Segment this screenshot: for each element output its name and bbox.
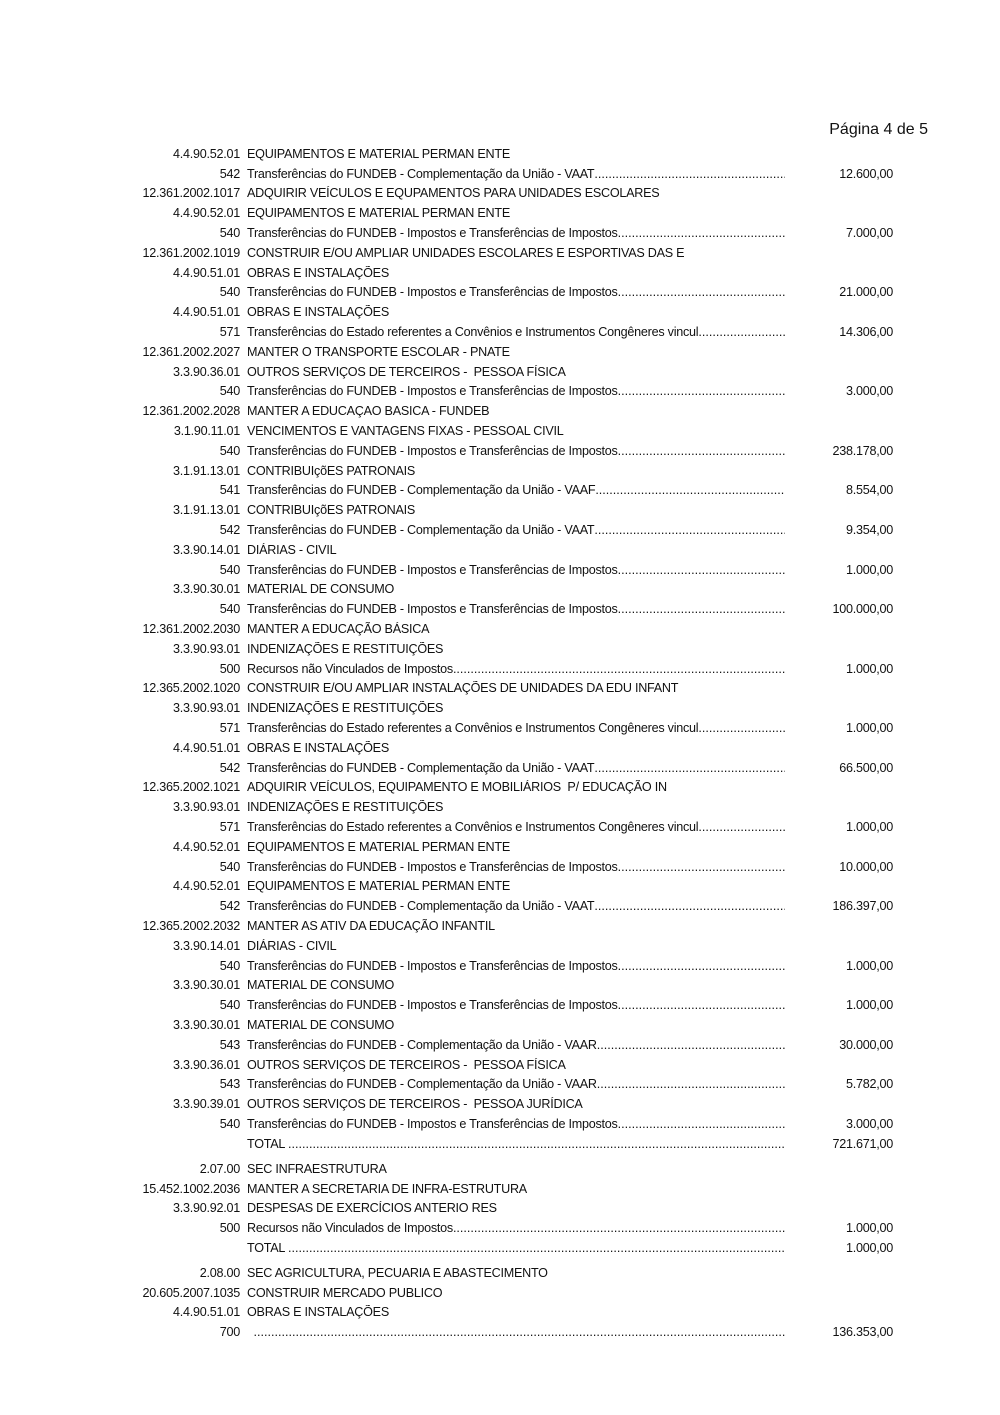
dot-leader — [254, 1325, 786, 1339]
row-body — [247, 899, 785, 913]
row-body — [247, 860, 785, 874]
row-code: 540 — [219, 562, 240, 577]
row-description: CONTRIBUIçõES PATRONAIS — [247, 503, 416, 518]
row-code: 12.361.2002.2027 — [142, 344, 240, 359]
row-body — [247, 1117, 785, 1131]
table-row-detail — [0, 995, 1000, 1015]
row-body — [247, 404, 785, 418]
row-body — [247, 1162, 785, 1176]
row-code: 4.4.90.52.01 — [172, 879, 240, 894]
row-code: 543 — [219, 1037, 240, 1052]
row-code: 541 — [219, 483, 240, 498]
row-description: INDENIZAÇÕES E RESTITUIÇÕES — [247, 800, 444, 815]
row-body — [247, 1201, 785, 1215]
dot-leader — [618, 226, 785, 240]
row-body — [247, 1182, 785, 1196]
row-body — [247, 761, 785, 775]
table-row-heading — [0, 1179, 1000, 1199]
row-description: INDENIZAÇÕES E RESTITUIÇÕES — [247, 701, 444, 716]
row-code: 3.3.90.30.01 — [172, 1017, 240, 1032]
table-row-heading — [0, 1159, 1000, 1179]
row-amount: 7.000,00 — [845, 226, 893, 241]
row-body — [247, 840, 785, 854]
row-body — [247, 820, 785, 834]
table-row-heading — [0, 203, 1000, 223]
row-description: Transferências do FUNDEB - Impostos e Transferências de Impostos — [247, 602, 618, 617]
row-code: 12.361.2002.2028 — [142, 404, 240, 419]
dot-leader — [618, 444, 785, 458]
row-code: 12.361.2002.2030 — [142, 622, 240, 637]
row-amount: 12.600,00 — [839, 166, 893, 181]
table-row-detail — [0, 223, 1000, 243]
row-body — [247, 602, 785, 616]
row-amount: 1.000,00 — [845, 661, 893, 676]
budget-table — [0, 144, 1000, 1342]
row-code: 3.1.91.13.01 — [172, 503, 240, 518]
row-description: EQUIPAMENTOS E MATERIAL PERMAN ENTE — [247, 206, 510, 221]
table-row-detail — [0, 481, 1000, 501]
row-body — [247, 365, 785, 379]
row-description: CONSTRUIR E/OU AMPLIAR UNIDADES ESCOLARES E ESPORTIVAS DAS E — [247, 245, 685, 260]
row-code: 3.1.90.11.01 — [173, 424, 240, 439]
row-code: 3.3.90.36.01 — [172, 1057, 240, 1072]
row-code: 12.365.2002.1021 — [142, 780, 240, 795]
row-code: 540 — [219, 998, 240, 1013]
table-row-heading — [0, 1055, 1000, 1075]
row-description: Transferências do Estado referentes a Convênios e Instrumentos Congêneres vincul — [247, 819, 699, 834]
row-description: Recursos não Vinculados de Impostos — [247, 661, 453, 676]
row-body — [247, 1241, 785, 1255]
row-body — [247, 1266, 785, 1280]
table-row-detail — [0, 1218, 1000, 1238]
row-body — [247, 1325, 785, 1339]
row-body — [247, 800, 785, 814]
row-description: MANTER A EDUCAÇAO BASICA - FUNDEB — [247, 404, 490, 419]
row-amount: 1.000,00 — [845, 721, 893, 735]
dot-leader — [453, 662, 785, 676]
row-code: 4.4.90.52.01 — [172, 146, 240, 161]
row-body — [247, 424, 785, 438]
row-body — [247, 721, 785, 735]
row-description: Transferências do FUNDEB - Impostos e Transferências de Impostos — [247, 958, 618, 973]
row-body — [247, 444, 785, 458]
row-body — [247, 919, 785, 933]
dot-leader — [618, 384, 785, 398]
row-description: Transferências do FUNDEB - Complementação da União - VAAF — [247, 483, 596, 498]
row-code: 571 — [219, 325, 240, 340]
table-row-heading — [0, 916, 1000, 936]
table-row-heading — [0, 1198, 1000, 1218]
table-row-heading — [0, 401, 1000, 421]
row-description: Transferências do FUNDEB - Complementação da União - VAAT — [247, 523, 595, 538]
table-row-detail — [0, 382, 1000, 402]
table-row-detail — [0, 718, 1000, 738]
dot-leader — [698, 721, 785, 735]
row-body — [247, 998, 785, 1012]
row-body — [247, 523, 785, 537]
table-row-heading — [0, 1263, 1000, 1283]
row-code: 15.452.1002.2036 — [142, 1181, 240, 1196]
row-description: Transferências do Estado referentes a Convênios e Instrumentos Congêneres vincul — [247, 325, 699, 340]
dot-leader — [597, 1077, 785, 1091]
table-row-heading — [0, 639, 1000, 659]
dot-leader — [594, 899, 785, 913]
row-description: ADQUIRIR VEÍCULOS, EQUIPAMENTO E MOBILIÁRIOS P/ EDUCAÇÃO IN — [247, 780, 667, 795]
row-description: CONTRIBUIçõES PATRONAIS — [247, 463, 416, 478]
row-body — [247, 563, 785, 577]
row-amount: 10.000,00 — [839, 859, 893, 874]
dot-leader — [597, 1038, 785, 1052]
row-body — [247, 939, 785, 953]
row-code: 540 — [219, 1116, 240, 1131]
row-body — [247, 1286, 785, 1300]
row-code: 571 — [219, 721, 240, 735]
table-row-detail — [0, 1074, 1000, 1094]
row-description: Transferências do FUNDEB - Impostos e Transferências de Impostos — [247, 443, 618, 458]
row-code: 3.3.90.36.01 — [172, 364, 240, 379]
row-amount: 1.000,00 — [845, 958, 893, 973]
row-amount: 30.000,00 — [839, 1037, 893, 1052]
row-code: 2.07.00 — [199, 1161, 240, 1176]
row-description: Transferências do FUNDEB - Complementação da União - VAAT — [247, 760, 595, 775]
table-row-heading — [0, 936, 1000, 956]
row-code: 12.365.2002.1020 — [142, 681, 240, 696]
row-body — [247, 1058, 785, 1072]
row-description: EQUIPAMENTOS E MATERIAL PERMAN ENTE — [247, 879, 510, 894]
row-code: 542 — [219, 899, 240, 914]
row-body — [247, 147, 785, 161]
table-row-detail — [0, 1114, 1000, 1134]
row-amount: 1.000,00 — [845, 819, 893, 834]
dot-leader — [618, 860, 785, 874]
table-row-detail — [0, 1134, 1000, 1154]
row-body — [247, 978, 785, 992]
row-amount: 136.353,00 — [832, 1325, 893, 1340]
dot-leader — [288, 1137, 785, 1151]
row-code: 543 — [219, 1077, 240, 1092]
row-description: Transferências do FUNDEB - Complementação da União - VAAR — [247, 1077, 597, 1092]
row-body — [247, 1137, 785, 1151]
page-number: Página 4 de 5 — [829, 121, 928, 138]
row-body — [247, 1097, 785, 1111]
table-row-heading — [0, 243, 1000, 263]
row-amount: 3.000,00 — [845, 384, 893, 399]
row-code: 3.3.90.39.01 — [172, 1097, 240, 1112]
row-amount: 14.306,00 — [839, 325, 893, 340]
row-description: Transferências do FUNDEB - Impostos e Transferências de Impostos — [247, 384, 618, 399]
row-code: 3.3.90.14.01 — [172, 938, 240, 953]
table-row-heading — [0, 540, 1000, 560]
row-amount: 8.554,00 — [845, 483, 893, 498]
row-code: 540 — [219, 859, 240, 874]
table-row-detail — [0, 164, 1000, 184]
row-body — [247, 186, 785, 200]
row-code: 542 — [219, 523, 240, 538]
row-body — [247, 543, 785, 557]
dot-leader — [618, 959, 785, 973]
row-amount: 186.397,00 — [832, 899, 893, 914]
row-code: 540 — [219, 226, 240, 241]
table-row-detail — [0, 857, 1000, 877]
table-row-detail — [0, 560, 1000, 580]
table-row-heading — [0, 184, 1000, 204]
table-row-detail — [0, 896, 1000, 916]
dot-leader — [618, 1117, 785, 1131]
row-body — [247, 384, 785, 398]
row-description: OUTROS SERVIÇOS DE TERCEIROS - PESSOA FÍSICA — [247, 1057, 566, 1072]
row-body — [247, 206, 785, 220]
dot-leader — [594, 167, 785, 181]
row-code: 3.3.90.93.01 — [172, 701, 240, 716]
table-row-detail — [0, 1322, 1000, 1342]
row-description: MANTER AS ATIV DA EDUCAÇÃO INFANTIL — [247, 918, 495, 933]
row-body — [247, 345, 785, 359]
row-amount: 66.500,00 — [839, 760, 893, 775]
row-code: 500 — [219, 1221, 240, 1236]
row-description: Transferências do FUNDEB - Impostos e Transferências de Impostos — [247, 859, 618, 874]
row-code: 540 — [219, 958, 240, 973]
table-row-detail — [0, 758, 1000, 778]
row-body — [247, 879, 785, 893]
row-code: 3.3.90.93.01 — [172, 641, 240, 656]
row-body — [247, 1018, 785, 1032]
row-description: Recursos não Vinculados de Impostos — [247, 1221, 453, 1236]
row-body — [247, 959, 785, 973]
table-row-heading — [0, 778, 1000, 798]
row-amount: 1.000,00 — [845, 562, 893, 577]
table-row-heading — [0, 619, 1000, 639]
table-row-heading — [0, 738, 1000, 758]
row-code: 4.4.90.51.01 — [172, 305, 240, 320]
row-code: 4.4.90.51.01 — [172, 1305, 240, 1320]
row-body — [247, 503, 785, 517]
dot-leader — [698, 325, 785, 339]
row-code: 540 — [219, 602, 240, 617]
row-code: 12.361.2002.1017 — [142, 186, 240, 201]
row-description: TOTAL — [247, 1136, 288, 1151]
row-body — [247, 1077, 785, 1091]
row-code: 3.3.90.92.01 — [172, 1201, 240, 1216]
row-code: 12.365.2002.2032 — [142, 918, 240, 933]
table-row-heading — [0, 461, 1000, 481]
row-description: OBRAS E INSTALAÇÕES — [247, 265, 389, 280]
row-code: 542 — [219, 760, 240, 775]
row-body — [247, 662, 785, 676]
table-row-detail — [0, 659, 1000, 679]
row-body — [247, 226, 785, 240]
row-description: MATERIAL DE CONSUMO — [247, 1017, 395, 1032]
row-description: MANTER A SECRETARIA DE INFRA-ESTRUTURA — [247, 1181, 527, 1196]
dot-leader — [594, 761, 785, 775]
row-description: Transferências do FUNDEB - Complementação da União - VAAT — [247, 899, 595, 914]
row-description: EQUIPAMENTOS E MATERIAL PERMAN ENTE — [247, 146, 510, 161]
row-amount: 3.000,00 — [845, 1116, 893, 1131]
row-code: 3.3.90.30.01 — [172, 978, 240, 993]
row-description: OBRAS E INSTALAÇÕES — [247, 1305, 389, 1320]
row-code: 3.1.91.13.01 — [172, 463, 240, 478]
row-amount: 238.178,00 — [832, 443, 893, 458]
row-body — [247, 325, 785, 339]
table-row-heading — [0, 580, 1000, 600]
row-body — [247, 246, 785, 260]
row-description: OBRAS E INSTALAÇÕES — [247, 740, 389, 755]
row-amount: 21.000,00 — [839, 285, 893, 300]
table-row-detail — [0, 520, 1000, 540]
row-description: DIÁRIAS - CIVIL — [247, 542, 337, 557]
row-code: 20.605.2007.1035 — [142, 1285, 240, 1300]
row-code: 3.3.90.30.01 — [172, 582, 240, 597]
table-row-heading — [0, 342, 1000, 362]
row-description: INDENIZAÇÕES E RESTITUIÇÕES — [247, 641, 444, 656]
dot-leader — [453, 1221, 785, 1235]
table-row-heading — [0, 302, 1000, 322]
row-body — [247, 701, 785, 715]
dot-leader — [595, 483, 785, 497]
table-row-detail — [0, 1238, 1000, 1258]
dot-leader — [618, 602, 785, 616]
dot-leader — [594, 523, 785, 537]
table-row-heading — [0, 1015, 1000, 1035]
row-body — [247, 285, 785, 299]
row-description: MANTER A EDUCAÇÃO BÁSICA — [247, 622, 430, 637]
row-code: 4.4.90.51.01 — [172, 265, 240, 280]
table-row-detail — [0, 956, 1000, 976]
table-row-heading — [0, 500, 1000, 520]
row-amount: 1.000,00 — [845, 998, 893, 1013]
row-body — [247, 780, 785, 794]
row-body — [247, 266, 785, 280]
row-body — [247, 622, 785, 636]
row-body — [247, 1221, 785, 1235]
row-body — [247, 681, 785, 695]
row-code: 540 — [219, 443, 240, 458]
table-row-heading — [0, 1283, 1000, 1303]
row-amount: 5.782,00 — [845, 1077, 893, 1092]
table-row-heading — [0, 144, 1000, 164]
table-row-heading — [0, 837, 1000, 857]
row-description: Transferências do FUNDEB - Impostos e Transferências de Impostos — [247, 1116, 618, 1131]
table-row-heading — [0, 876, 1000, 896]
row-body — [247, 741, 785, 755]
table-row-heading — [0, 797, 1000, 817]
table-row-detail — [0, 441, 1000, 461]
row-amount: 1.000,00 — [845, 1240, 893, 1255]
row-description: EQUIPAMENTOS E MATERIAL PERMAN ENTE — [247, 839, 510, 854]
row-description: SEC INFRAESTRUTURA — [247, 1161, 387, 1176]
table-row-heading — [0, 421, 1000, 441]
table-row-heading — [0, 679, 1000, 699]
row-description: Transferências do FUNDEB - Complementação da União - VAAT — [247, 166, 595, 181]
table-row-detail — [0, 283, 1000, 303]
row-code: 571 — [219, 819, 240, 834]
row-code: 540 — [219, 384, 240, 399]
row-description: Transferências do Estado referentes a Convênios e Instrumentos Congêneres vincul — [247, 721, 699, 735]
row-amount: 100.000,00 — [832, 602, 893, 617]
row-description: MATERIAL DE CONSUMO — [247, 978, 395, 993]
row-description: Transferências do FUNDEB - Complementação da União - VAAR — [247, 1037, 597, 1052]
row-description: DIÁRIAS - CIVIL — [247, 938, 337, 953]
row-code: 12.361.2002.1019 — [142, 245, 240, 260]
row-body — [247, 582, 785, 596]
row-code: 3.3.90.93.01 — [172, 800, 240, 815]
row-code: 4.4.90.52.01 — [172, 206, 240, 221]
table-row-heading — [0, 263, 1000, 283]
row-code: 4.4.90.52.01 — [172, 839, 240, 854]
row-description: DESPESAS DE EXERCÍCIOS ANTERIO RES — [247, 1201, 497, 1216]
row-body — [247, 483, 785, 497]
row-description: Transferências do FUNDEB - Impostos e Transferências de Impostos — [247, 998, 618, 1013]
row-code: 3.3.90.14.01 — [172, 542, 240, 557]
row-description: Transferências do FUNDEB - Impostos e Transferências de Impostos — [247, 285, 618, 300]
table-row-detail — [0, 322, 1000, 342]
row-amount: 1.000,00 — [845, 1221, 893, 1236]
row-amount: 9.354,00 — [845, 523, 893, 538]
row-body — [247, 1038, 785, 1052]
row-body — [247, 305, 785, 319]
row-code: 2.08.00 — [199, 1265, 240, 1280]
row-code: 4.4.90.51.01 — [172, 740, 240, 755]
row-description: MANTER O TRANSPORTE ESCOLAR - PNATE — [247, 344, 510, 359]
dot-leader — [618, 285, 785, 299]
table-row-heading — [0, 698, 1000, 718]
table-row-detail — [0, 599, 1000, 619]
row-description: TOTAL — [247, 1240, 288, 1255]
dot-leader — [288, 1241, 785, 1255]
table-row-detail — [0, 817, 1000, 837]
dot-leader — [618, 563, 785, 577]
row-description: Transferências do FUNDEB - Impostos e Transferências de Impostos — [247, 562, 618, 577]
row-description: CONSTRUIR MERCADO PUBLICO — [247, 1285, 443, 1300]
table-row-heading — [0, 362, 1000, 382]
dot-leader — [618, 998, 785, 1012]
row-body — [247, 1305, 785, 1319]
row-amount: 721.671,00 — [832, 1136, 893, 1151]
table-row-heading — [0, 1303, 1000, 1323]
row-description: MATERIAL DE CONSUMO — [247, 582, 395, 597]
row-code: 500 — [219, 661, 240, 676]
row-description: OUTROS SERVIÇOS DE TERCEIROS - PESSOA JURÍDICA — [247, 1097, 583, 1112]
row-description: SEC AGRICULTURA, PECUARIA E ABASTECIMENTO — [247, 1265, 548, 1280]
row-description: OBRAS E INSTALAÇÕES — [247, 305, 389, 320]
row-body — [247, 167, 785, 181]
row-code: 540 — [219, 285, 240, 300]
row-description: ADQUIRIR VEÍCULOS E EQUPAMENTOS PARA UNIDADES ESCOLARES — [247, 186, 660, 201]
row-code: 542 — [219, 166, 240, 181]
row-description: OUTROS SERVIÇOS DE TERCEIROS - PESSOA FÍSICA — [247, 364, 566, 379]
row-description: Transferências do FUNDEB - Impostos e Transferências de Impostos — [247, 226, 618, 241]
row-code: 700 — [219, 1325, 240, 1340]
row-description: CONSTRUIR E/OU AMPLIAR INSTALAÇÕES DE UNIDADES DA EDU INFANT — [247, 681, 679, 696]
table-row-detail — [0, 1035, 1000, 1055]
row-body — [247, 642, 785, 656]
dot-leader — [698, 820, 785, 834]
row-description: VENCIMENTOS E VANTAGENS FIXAS - PESSOAL CIVIL — [247, 424, 564, 439]
row-body — [247, 464, 785, 478]
table-row-heading — [0, 975, 1000, 995]
table-row-heading — [0, 1094, 1000, 1114]
